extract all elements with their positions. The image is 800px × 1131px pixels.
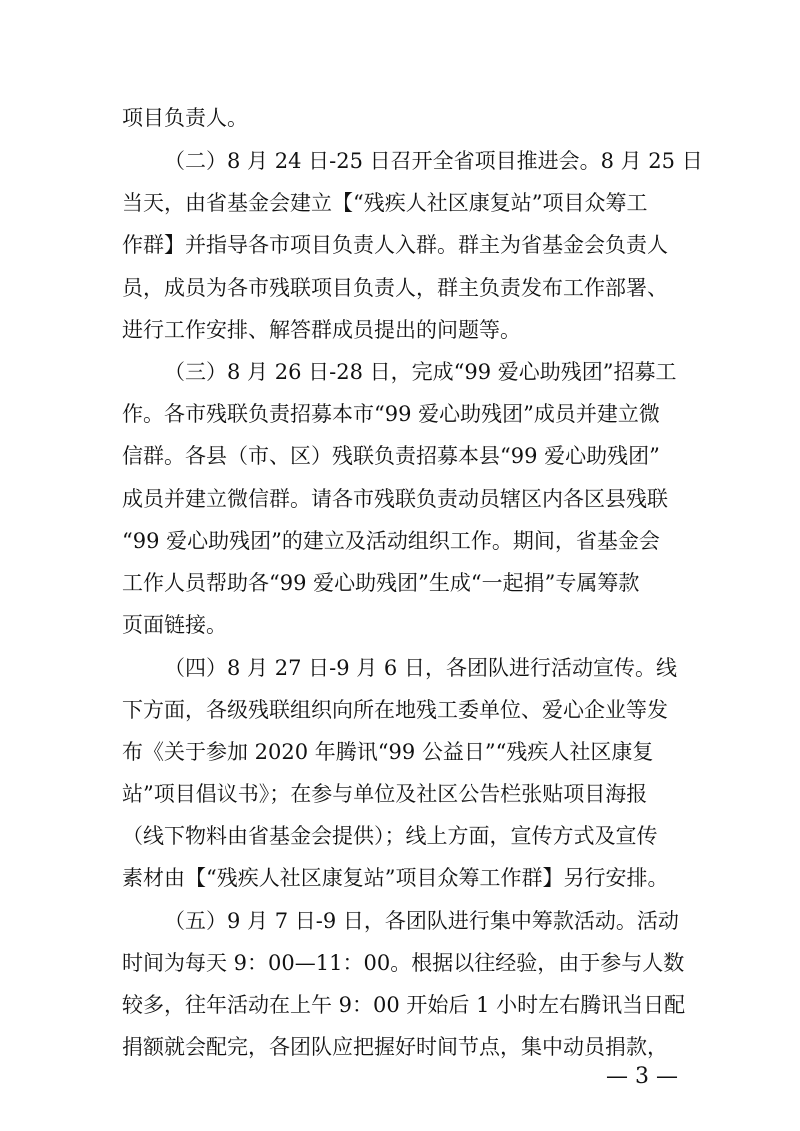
text-line: 时间为每天 9：00—11：00。根据以往经验，由于参与人数 — [122, 951, 685, 975]
text-line: 下方面，各级残联组织向所在地残工委单位、爱心企业等发 — [122, 698, 668, 722]
text-line: 工作人员帮助各“99 爱心助残团”生成“一起捐”专属筹款 — [122, 571, 640, 595]
text-line: （线下物料由省基金会提供）；线上方面，宣传方式及宣传 — [122, 824, 658, 848]
text-line: 成员并建立微信群。请各市残联负责动员辖区内各区县残联 — [122, 487, 668, 511]
text-line: 站”项目倡议书》；在参与单位及社区公告栏张贴项目海报 — [122, 782, 648, 806]
text-line: 捐额就会配完，各团队应把握好时间节点，集中动员捐款， — [122, 1035, 668, 1059]
text-line: （二）8 月 24 日-25 日召开全省项目推进会。8 月 25 日 — [164, 149, 703, 173]
text-line: 页面链接。 — [122, 613, 227, 637]
text-line: 信群。各县（市、区）残联负责招募本县“99 爱心助残团” — [122, 444, 660, 468]
text-line: 布《关于参加 2020 年腾讯“99 公益日”“残疾人社区康复 — [122, 740, 654, 764]
text-line: 当天，由省基金会建立【“残疾人社区康复站”项目众筹工 — [122, 191, 648, 215]
text-line: 作群】并指导各市项目负责人入群。群主为省基金会负责人 — [122, 233, 668, 257]
text-line: （四）8 月 27 日-9 月 6 日，各团队进行活动宣传。线 — [164, 656, 677, 680]
text-line: 较多，往年活动在上午 9：00 开始后 1 小时左右腾讯当日配 — [122, 993, 686, 1017]
text-line: （五）9 月 7 日-9 日，各团队进行集中筹款活动。活动 — [164, 909, 679, 933]
text-line: “99 爱心助残团”的建立及活动组织工作。期间，省基金会 — [122, 529, 660, 553]
text-line: 进行工作安排、解答群成员提出的问题等。 — [122, 318, 521, 342]
text-line: 员，成员为各市残联项目负责人，群主负责发布工作部署、 — [122, 276, 668, 300]
text-line: 作。各市残联负责招募本市“99 爱心助残团”成员并建立微 — [122, 402, 660, 426]
text-line: 项目负责人。 — [122, 106, 248, 130]
page-number: — 3 — — [606, 1064, 678, 1089]
text-line: （三）8 月 26 日-28 日，完成“99 爱心助残团”招募工 — [164, 360, 677, 384]
text-line: 素材由【“残疾人社区康复站”项目众筹工作群】另行安排。 — [122, 866, 669, 890]
